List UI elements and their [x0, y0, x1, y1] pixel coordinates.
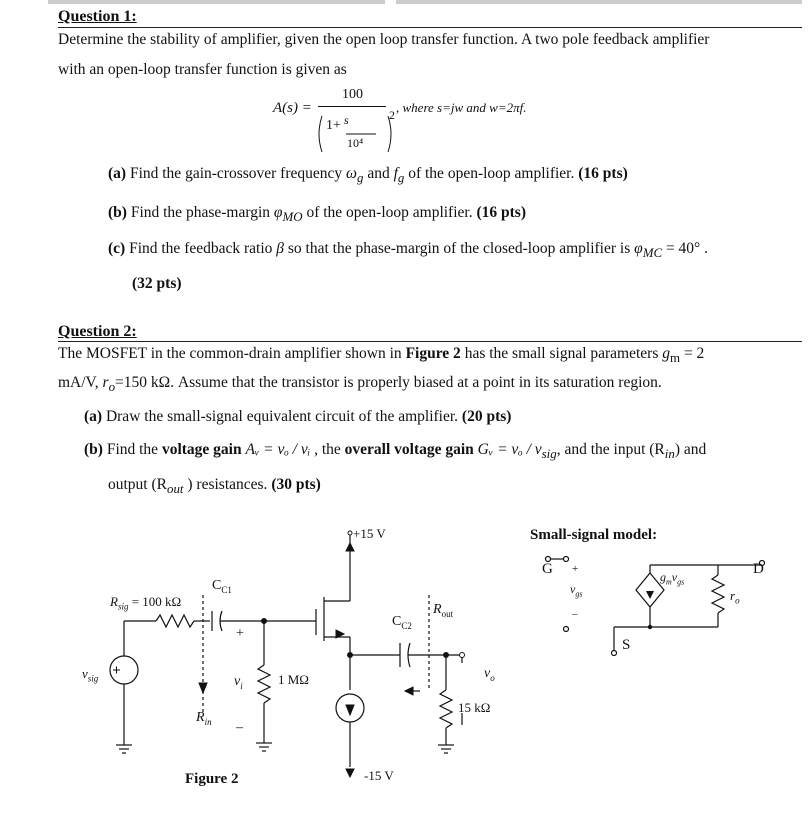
label-vo: $v_o$: [484, 666, 495, 683]
node-output: [444, 653, 449, 658]
q1-intro-line2: with an open-loop transfer function is given as: [58, 61, 347, 78]
ss-label-vgs: $v_{gs}$: [570, 582, 583, 599]
formula-lhs: A(s) =: [273, 100, 312, 116]
small-signal-title: Small-signal model:: [530, 527, 658, 543]
q2-rule: [58, 341, 802, 342]
den-one: 1+: [326, 118, 341, 133]
q2-part-a: (a) Draw the small-signal equivalent circuit of the amplifier. (20 pts): [84, 408, 512, 425]
ss-source-terminal: [612, 651, 617, 656]
vdd-terminal: [348, 531, 352, 535]
q1-part-c-pts: (32 pts): [132, 275, 182, 292]
label-rsig: $R_{sig} = 100$ kΩ: [110, 594, 182, 612]
vdd-arrow: [346, 543, 354, 551]
vss-arrow: [346, 769, 354, 777]
label-vi-plus: +: [236, 626, 244, 641]
ss-label-d: D: [753, 561, 764, 577]
rsig-resistor: [156, 615, 194, 627]
label-vsig: $v_{sig}$: [82, 666, 99, 684]
q1-part-c: (c) Find the feedback ratio β so that the phase-margin of the closed-loop amplifier is $\varphi_{MC} = 40^\circ$ .: [108, 240, 709, 261]
figure-caption: Figure 2: [185, 771, 239, 787]
node-source: [348, 653, 353, 658]
top-strip-right: [396, 0, 802, 4]
ss-vgs-bottom: [564, 627, 569, 632]
q1-intro-line1: Determine the stability of amplifier, given the open loop transfer function. A two pole feedback amplifier: [58, 31, 710, 48]
node-gate: [262, 619, 267, 624]
left-paren: [319, 116, 322, 152]
ss-label-s: S: [622, 637, 631, 653]
figure-2-circuit: [0, 515, 810, 815]
label-rin: $R_{in}$: [196, 710, 212, 727]
den-pow: 10⁴: [347, 136, 364, 150]
label-cc2: $C_{C2}$: [392, 614, 412, 631]
label-vi: $v_i$: [234, 674, 243, 691]
q2-intro-line1: The MOSFET in the common-drain amplifier shown in Figure 2 has the small signal parameters $g_m = 2$: [58, 345, 705, 366]
formula-numerator: 100: [342, 87, 363, 102]
label-vss: -15 V: [364, 768, 394, 783]
ss-label-ro: $r_o$: [730, 588, 740, 606]
current-source-arrow: [346, 705, 354, 715]
q1-part-b: (b) Find the phase-margin $\varphi_{MO}$ of the open-loop amplifier. (16 pts): [108, 204, 526, 225]
ss-ro-resistor: [712, 575, 724, 613]
label-cc1: $C_{C1}$: [212, 578, 232, 595]
rin-arrow: [199, 683, 207, 693]
label-rl: 15 kΩ: [458, 700, 491, 715]
q1-rule: [58, 27, 802, 28]
vo-terminal: [460, 653, 465, 658]
rl-resistor: [440, 690, 452, 728]
label-rout: $R_{out}$: [433, 602, 454, 619]
ss-label-plus: +: [572, 563, 579, 575]
ss-label-g: G: [542, 561, 553, 577]
label-r1m: 1 MΩ: [278, 672, 309, 687]
ss-label-minus: –: [572, 608, 578, 620]
q2-intro-line2: mA/V, $r_o=150$ kΩ. Assume that the transistor is properly biased at a point in its saturation region.: [58, 374, 662, 395]
r1m-resistor: [258, 665, 270, 703]
den-s: s: [344, 113, 349, 127]
top-strip-left: [48, 0, 385, 4]
q2-part-b: (b) Find the voltage gain Aᵥ = vₒ / vᵢ , the overall voltage gain Gᵥ = vₒ / $v_{sig}$, and the input $(R_{in})$ and: [84, 441, 707, 462]
q1-part-a: (a) Find the gain-crossover frequency $\omega_g$ and $f_g$ of the open-loop amplifier. (16 pts): [108, 165, 628, 186]
formula-where: , where s=jw and w=2πf.: [396, 100, 527, 115]
label-vdd: +15 V: [353, 526, 386, 541]
q2-title: Question 2:: [58, 323, 137, 340]
label-vi-minus: –: [236, 720, 243, 735]
q2-part-b-line2: output ($R_{out}$ ) resistances. (30 pts): [108, 476, 321, 497]
q1-title: Question 1:: [58, 8, 137, 25]
ss-label-gm-vgs: $g_mv_{gs}$: [660, 570, 685, 587]
den-exponent: 2: [389, 108, 395, 122]
ss-dep-source-arrow: [646, 591, 654, 599]
fraction-bar: [318, 106, 386, 107]
